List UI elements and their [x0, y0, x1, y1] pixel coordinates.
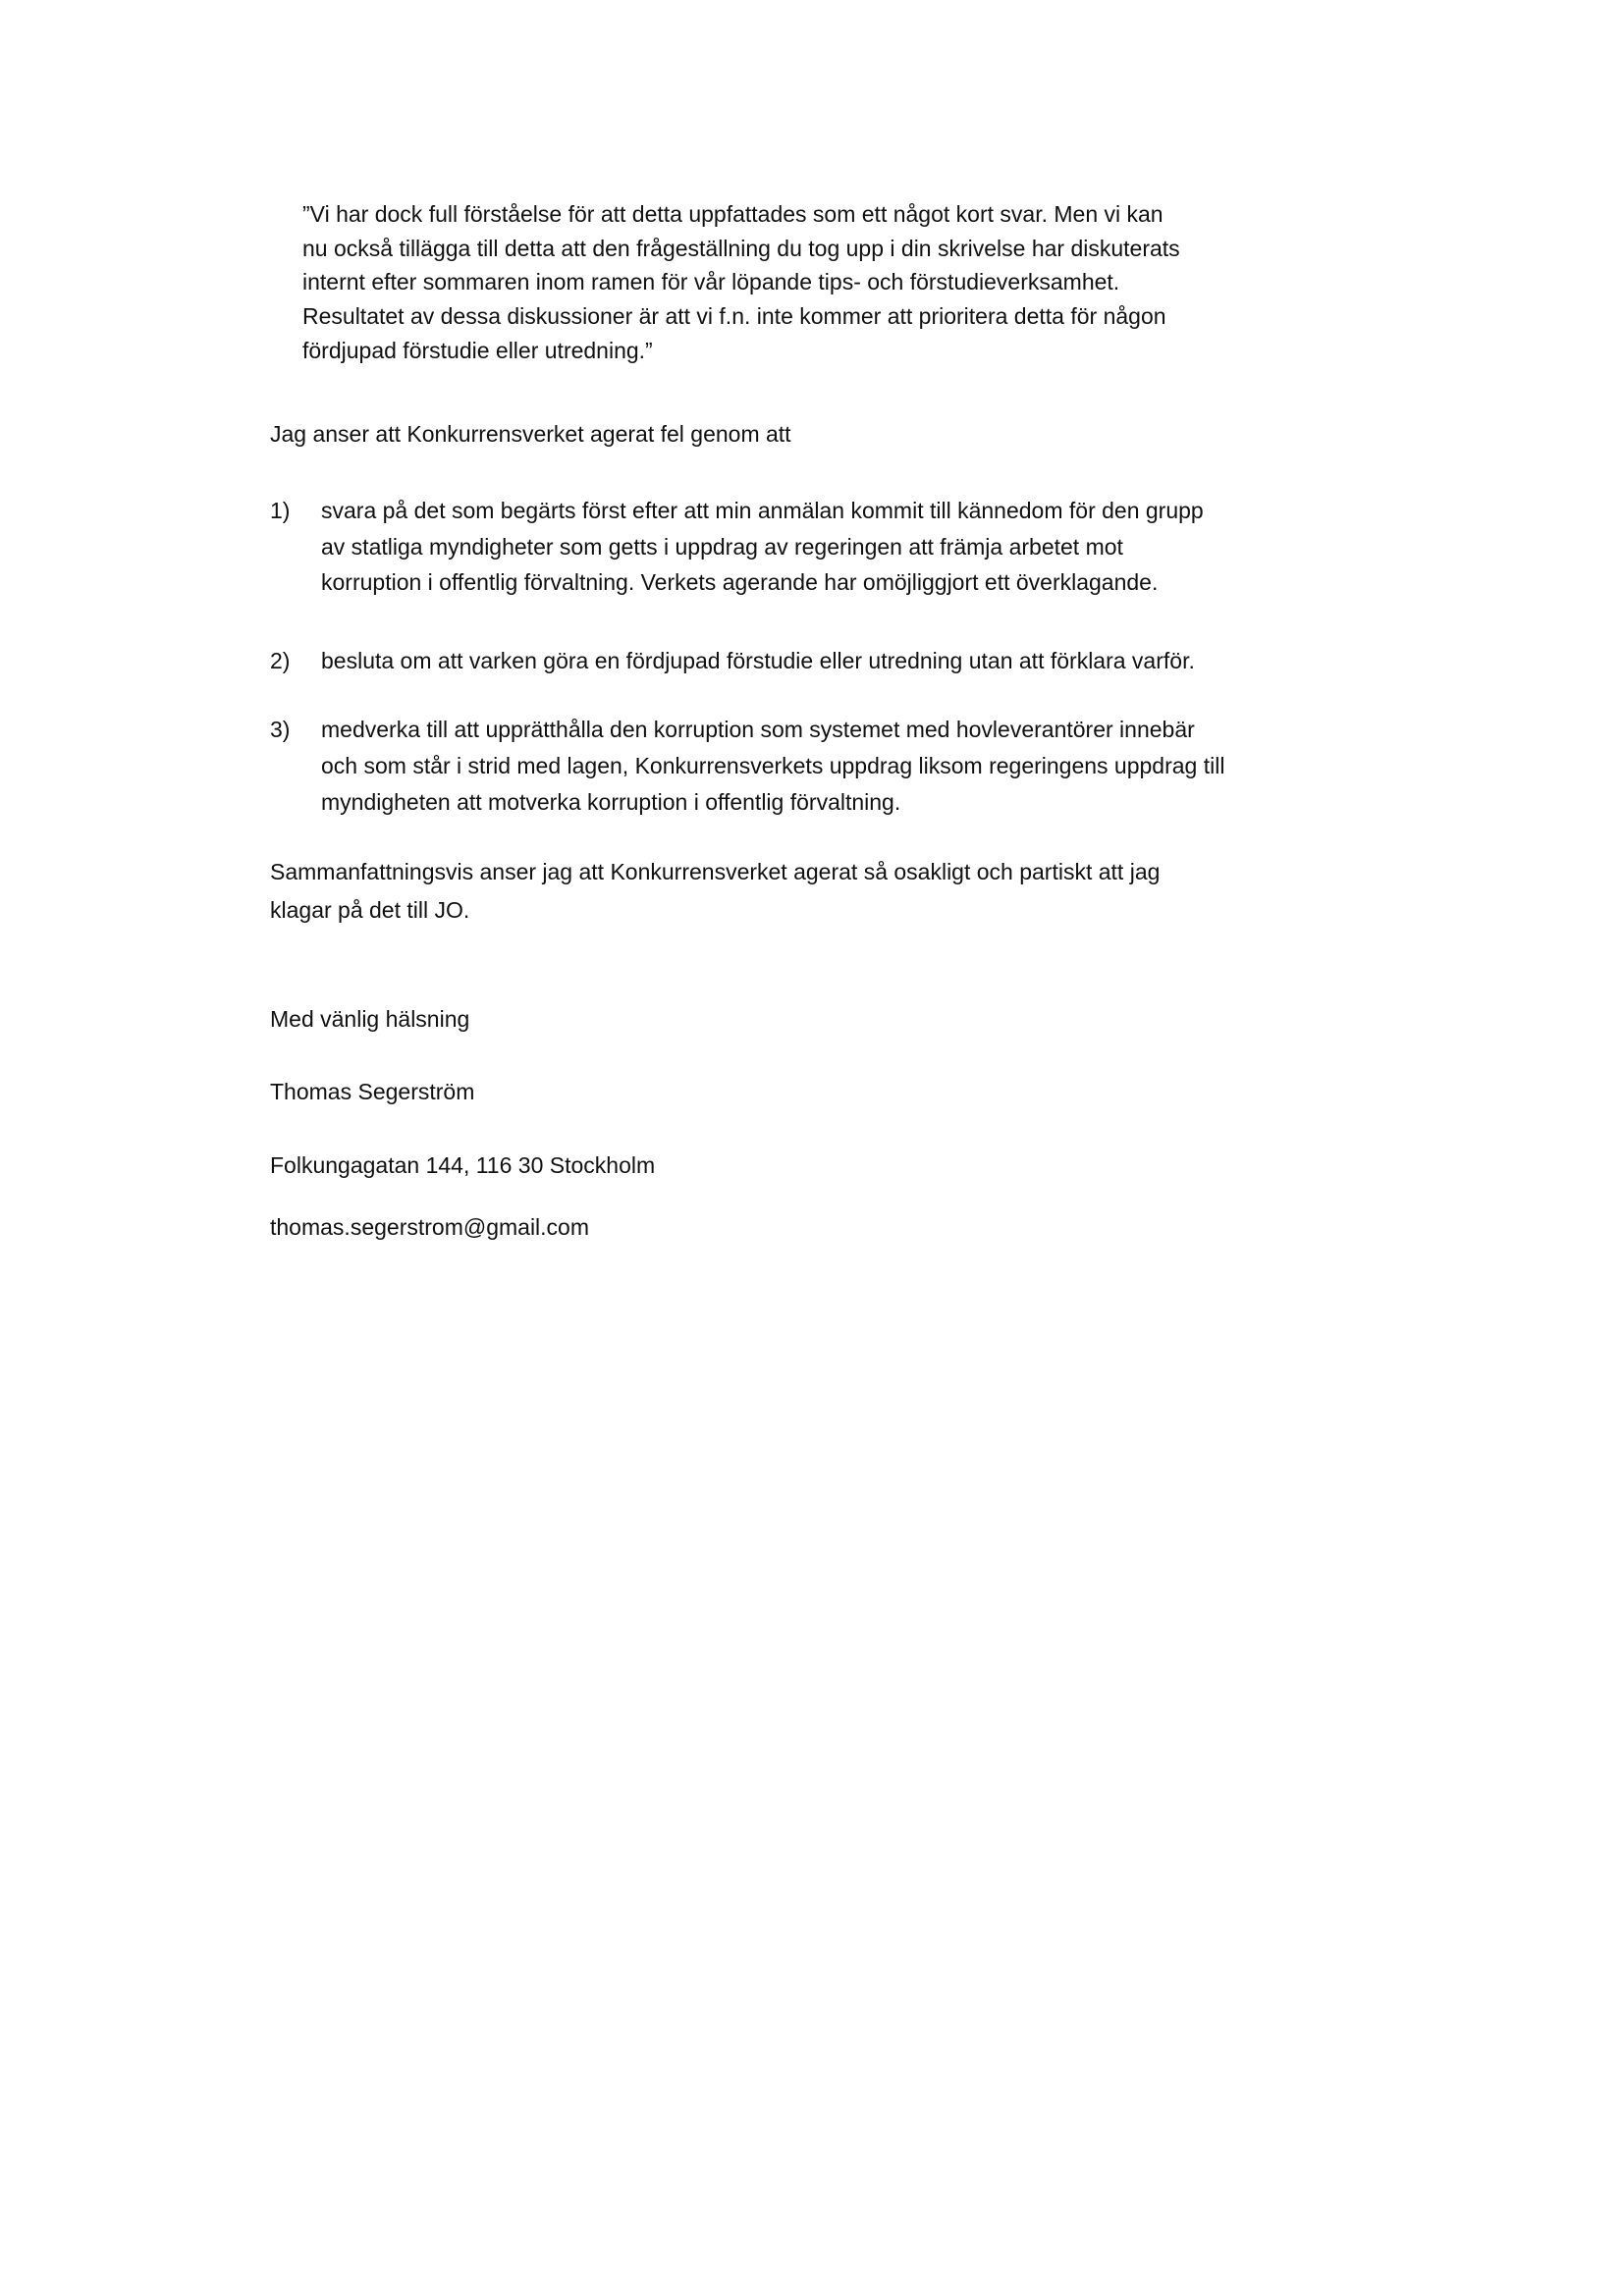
list-item-line: medverka till att upprätthålla den korruption som systemet med hovleverantörer innebär: [321, 717, 1195, 742]
quote-line: Resultatet av dessa diskussioner är att vi f.n. inte kommer att prioritera detta för någon: [302, 303, 1166, 329]
intro-text: Jag anser att Konkurrensverket agerat fel genom att: [270, 421, 791, 447]
summary-line: klagar på det till JO.: [270, 897, 470, 923]
list-item-line: myndigheten att motverka korruption i offentlig förvaltning.: [321, 789, 901, 815]
signature-name: Thomas Segerström: [270, 1079, 475, 1104]
list-item-line: och som står i strid med lagen, Konkurrensverkets uppdrag liksom regeringens uppdrag till: [321, 753, 1225, 778]
address-text: Folkungagatan 144, 116 30 Stockholm: [270, 1152, 656, 1178]
list-item-line: av statliga myndigheter som getts i uppdrag av regeringen att främja arbetet mot: [321, 534, 1123, 560]
list-item-line: besluta om att varken göra en fördjupad förstudie eller utredning utan att förklara varför.: [321, 648, 1195, 673]
list-item-line: svara på det som begärts först efter att min anmälan kommit till kännedom för den grupp: [321, 498, 1204, 523]
quote-line: ”Vi har dock full förståelse för att detta uppfattades som ett något kort svar. Men vi kan: [302, 201, 1163, 227]
quote-line: nu också tillägga till detta att den frågeställning du tog upp i din skrivelse har diskuterats: [302, 236, 1180, 261]
list-item-number: 2): [270, 648, 291, 673]
list-item-number: 3): [270, 717, 291, 742]
email-text: thomas.segerstrom@gmail.com: [270, 1214, 589, 1240]
closing-text: Med vänlig hälsning: [270, 1006, 470, 1032]
list-item-number: 1): [270, 498, 291, 523]
quote-line: fördjupad förstudie eller utredning.”: [302, 338, 653, 363]
summary-line: Sammanfattningsvis anser jag att Konkurrensverket agerat så osakligt och partiskt att jag: [270, 859, 1161, 884]
list-item-line: korruption i offentlig förvaltning. Verkets agerande har omöjliggjort ett överklagande.: [321, 569, 1159, 595]
quote-line: internt efter sommaren inom ramen för vår löpande tips- och förstudieverksamhet.: [302, 269, 1120, 294]
